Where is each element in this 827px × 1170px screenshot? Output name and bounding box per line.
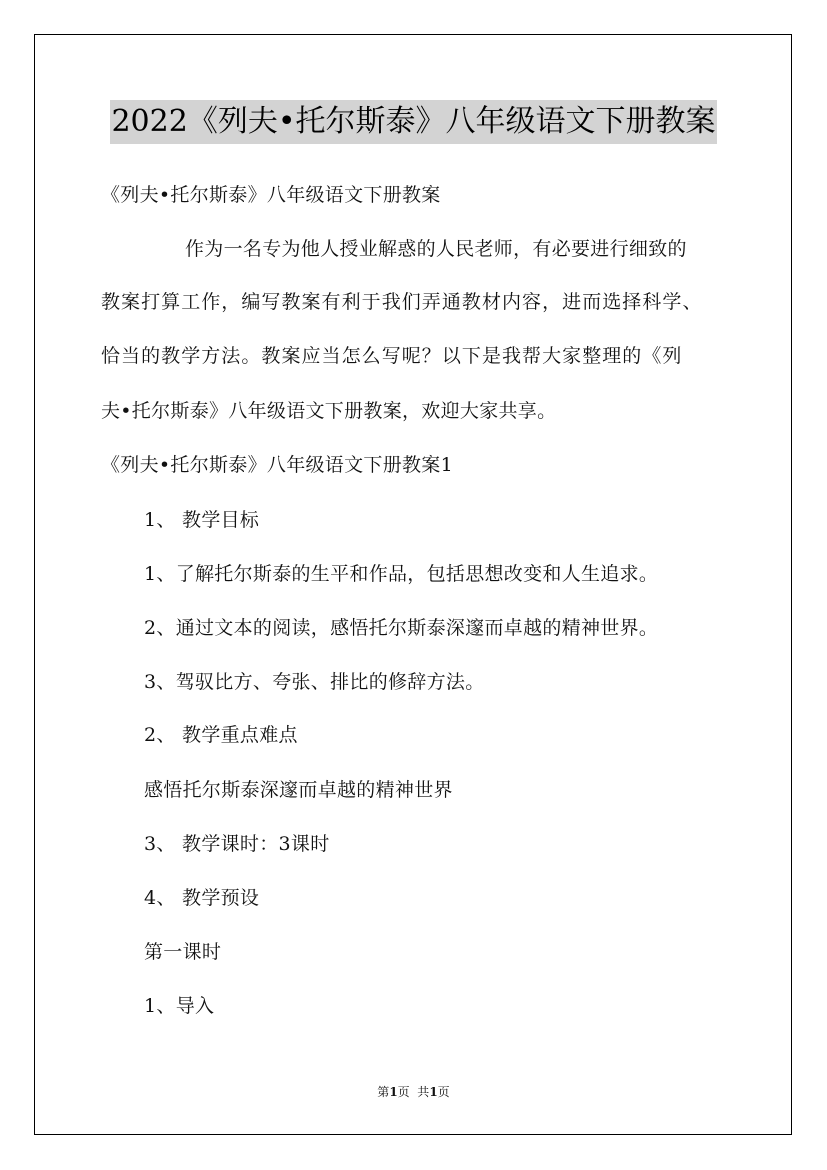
list-item: 第一课时 bbox=[144, 941, 222, 963]
document-subtitle: 《列夫•托尔斯泰》八年级语文下册教案 bbox=[101, 184, 441, 206]
footer-prefix: 第 bbox=[377, 1085, 390, 1099]
intro-line-4: 夫•托尔斯泰》八年级语文下册教案，欢迎大家共享。 bbox=[101, 400, 557, 422]
list-item: 1、 教学目标 bbox=[144, 509, 260, 531]
list-item: 4、 教学预设 bbox=[144, 887, 260, 909]
title-container bbox=[0, 100, 827, 144]
list-item: 2、 教学重点难点 bbox=[144, 724, 298, 746]
list-item: 2、通过文本的阅读，感悟托尔斯泰深邃而卓越的精神世界。 bbox=[144, 617, 659, 639]
list-item: 3、 教学课时：3课时 bbox=[144, 833, 330, 855]
intro-line-1: 作为一名专为他人授业解惑的人民老师，有必要进行细致的 bbox=[185, 238, 687, 260]
list-item: 3、驾驭比方、夸张、排比的修辞方法。 bbox=[144, 671, 485, 693]
section-heading: 《列夫•托尔斯泰》八年级语文下册教案1 bbox=[101, 454, 453, 476]
list-item: 感悟托尔斯泰深邃而卓越的精神世界 bbox=[144, 779, 453, 801]
intro-line-2: 教案打算工作，编写教案有利于我们弄通教材内容，进而选择科学、 bbox=[101, 291, 703, 313]
list-item: 1、导入 bbox=[144, 995, 215, 1017]
footer-mid: 页 共 bbox=[397, 1085, 430, 1099]
list-item: 1、了解托尔斯泰的生平和作品，包括思想改变和人生追求。 bbox=[144, 563, 659, 585]
footer-page-number: 1 bbox=[389, 1085, 398, 1099]
footer-total-pages: 1 bbox=[429, 1085, 438, 1099]
intro-line-3: 恰当的教学方法。教案应当怎么写呢？以下是我帮大家整理的《列 bbox=[101, 345, 683, 367]
page-footer bbox=[0, 1084, 827, 1100]
document-title: 2022《列夫•托尔斯泰》八年级语文下册教案 bbox=[110, 100, 716, 144]
footer-suffix: 页 bbox=[437, 1085, 450, 1099]
